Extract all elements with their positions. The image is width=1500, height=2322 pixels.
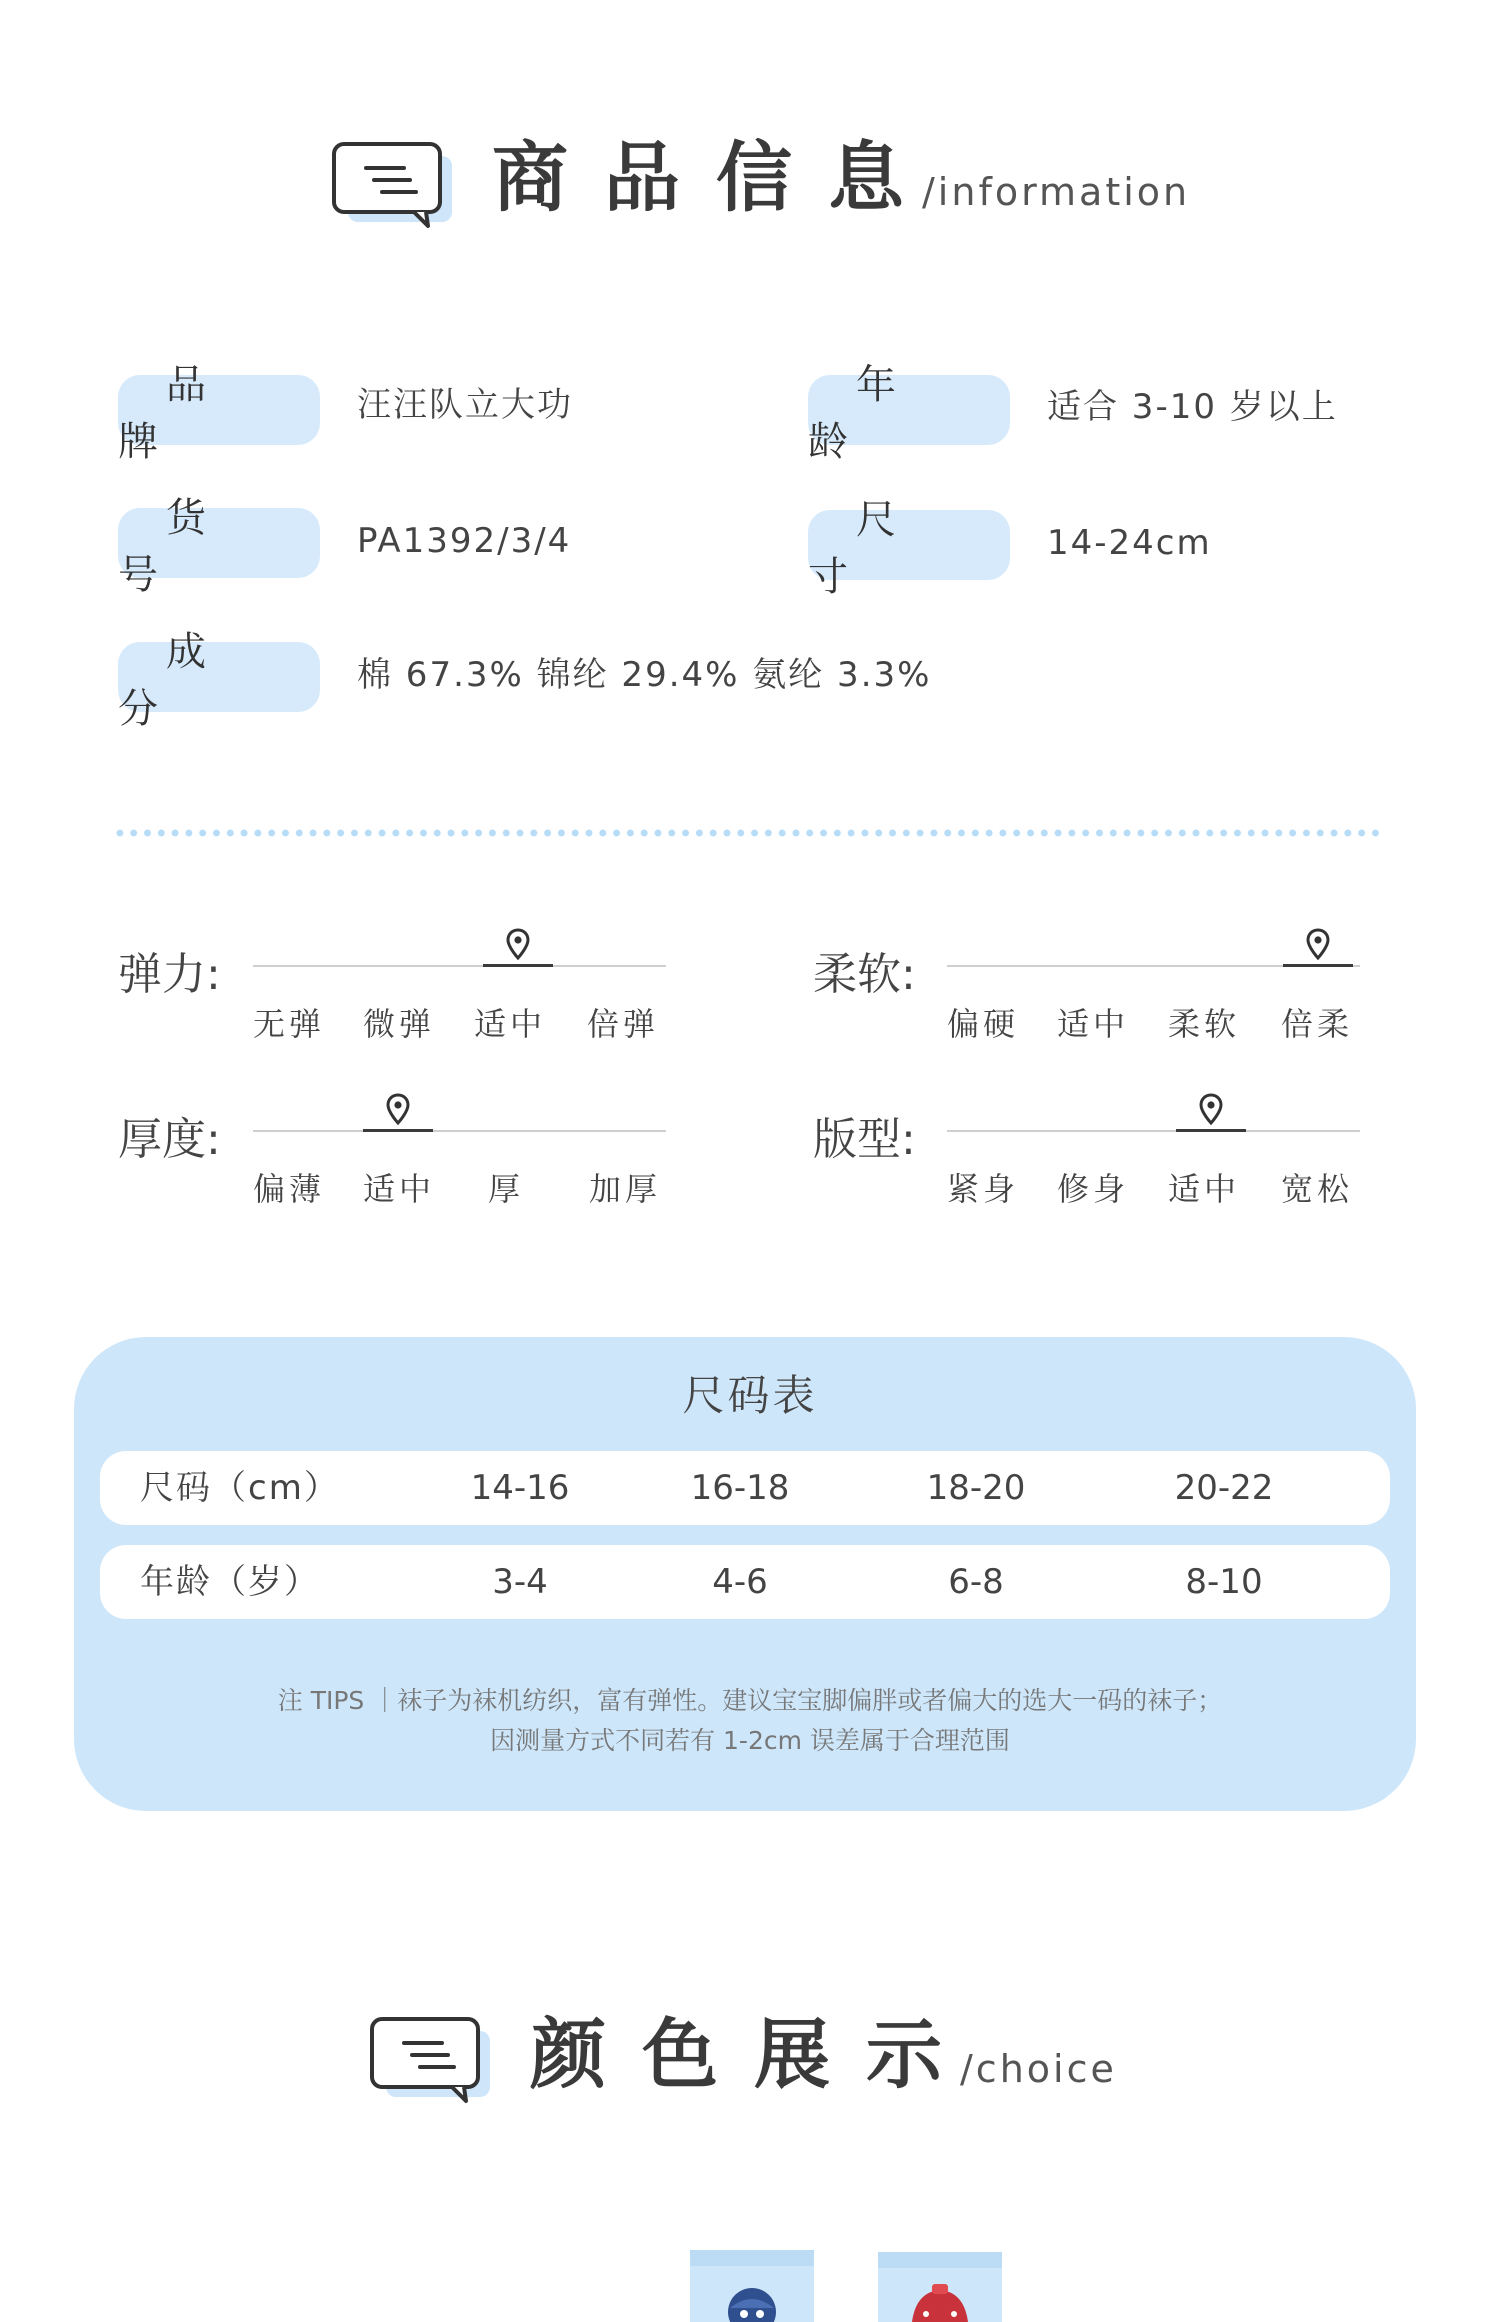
material-label: 成分 <box>118 642 320 712</box>
info-section-title <box>492 133 1191 222</box>
chat-bubble-icon <box>368 2015 494 2105</box>
elasticity-track <box>253 965 666 967</box>
age-cell: 6-8 <box>948 1562 1004 1602</box>
sku-label: 货号 <box>118 508 320 578</box>
location-pin-icon <box>1306 928 1330 962</box>
age-cell: 4-6 <box>712 1562 768 1602</box>
fit-option: 紧身 <box>946 1170 1019 1208</box>
sku-value: PA1392/3/4 <box>357 521 572 561</box>
fit-marker <box>1176 1129 1246 1132</box>
size-value: 14-24cm <box>1047 523 1212 563</box>
elasticity-marker <box>483 964 553 967</box>
softness-option: 倍柔 <box>1280 1005 1353 1043</box>
softness-marker <box>1283 964 1353 967</box>
softness-label: 柔软: <box>813 949 916 1000</box>
elasticity-option: 倍弹 <box>586 1005 659 1043</box>
dotted-divider <box>113 829 1383 837</box>
fit-track <box>947 1130 1360 1132</box>
size-tips-line-2: 因测量方式不同若有 1-2cm 误差属于合理范围 <box>490 1726 1010 1755</box>
info-title-zh: 商品信息 <box>492 133 940 222</box>
size-cell: 18-20 <box>926 1468 1026 1508</box>
sock-preview-red <box>878 2252 1002 2322</box>
elasticity-option: 微弹 <box>362 1005 435 1043</box>
age-row-header: 年龄（岁） <box>140 1562 320 1602</box>
age-row <box>100 1545 1390 1619</box>
fit-label: 版型: <box>813 1114 916 1165</box>
brand-value: 汪汪队立大功 <box>357 385 573 425</box>
size-cell: 14-16 <box>470 1468 570 1508</box>
fit-option: 宽松 <box>1280 1170 1353 1208</box>
thickness-label: 厚度: <box>118 1114 221 1165</box>
thickness-track <box>253 1130 666 1132</box>
size-cell: 20-22 <box>1174 1468 1274 1508</box>
elasticity-label: 弹力: <box>118 949 221 1000</box>
fit-option: 修身 <box>1056 1170 1129 1208</box>
softness-option: 柔软 <box>1167 1005 1240 1043</box>
size-cell: 16-18 <box>690 1468 790 1508</box>
thickness-option: 厚 <box>487 1170 524 1208</box>
fit-option: 适中 <box>1167 1170 1240 1208</box>
elasticity-option: 适中 <box>473 1005 546 1043</box>
material-value: 棉 67.3% 锦纶 29.4% 氨纶 3.3% <box>357 655 932 695</box>
chat-bubble-icon <box>330 140 456 230</box>
thickness-option: 适中 <box>362 1170 435 1208</box>
softness-option: 适中 <box>1056 1005 1129 1043</box>
size-tips-line-1: 注 TIPS ｜袜子为袜机纺织，富有弹性。建议宝宝脚偏胖或者偏大的选大一码的袜子； <box>277 1686 1223 1715</box>
choice-title-en: /choice <box>960 2047 1117 2091</box>
size-chart-title: 尺码表 <box>682 1371 818 1420</box>
size-row <box>100 1451 1390 1525</box>
thickness-option: 偏薄 <box>252 1170 325 1208</box>
choice-section-title <box>530 2010 1117 2099</box>
location-pin-icon <box>386 1093 410 1127</box>
choice-title-zh: 颜色展示 <box>530 2010 978 2099</box>
elasticity-option: 无弹 <box>252 1005 325 1043</box>
brand-label: 品牌 <box>118 375 320 445</box>
info-title-en: /information <box>922 170 1191 214</box>
age-cell: 3-4 <box>492 1562 548 1602</box>
size-row-header: 尺码（cm） <box>140 1468 340 1508</box>
softness-option: 偏硬 <box>946 1005 1019 1043</box>
age-cell: 8-10 <box>1185 1562 1263 1602</box>
thickness-option: 加厚 <box>588 1170 661 1208</box>
size-label: 尺寸 <box>808 510 1010 580</box>
sock-preview-blue <box>690 2250 814 2322</box>
location-pin-icon <box>1199 1093 1223 1127</box>
location-pin-icon <box>506 928 530 962</box>
age-value: 适合 3-10 岁以上 <box>1047 387 1338 427</box>
thickness-marker <box>363 1129 433 1132</box>
age-label: 年龄 <box>808 375 1010 445</box>
